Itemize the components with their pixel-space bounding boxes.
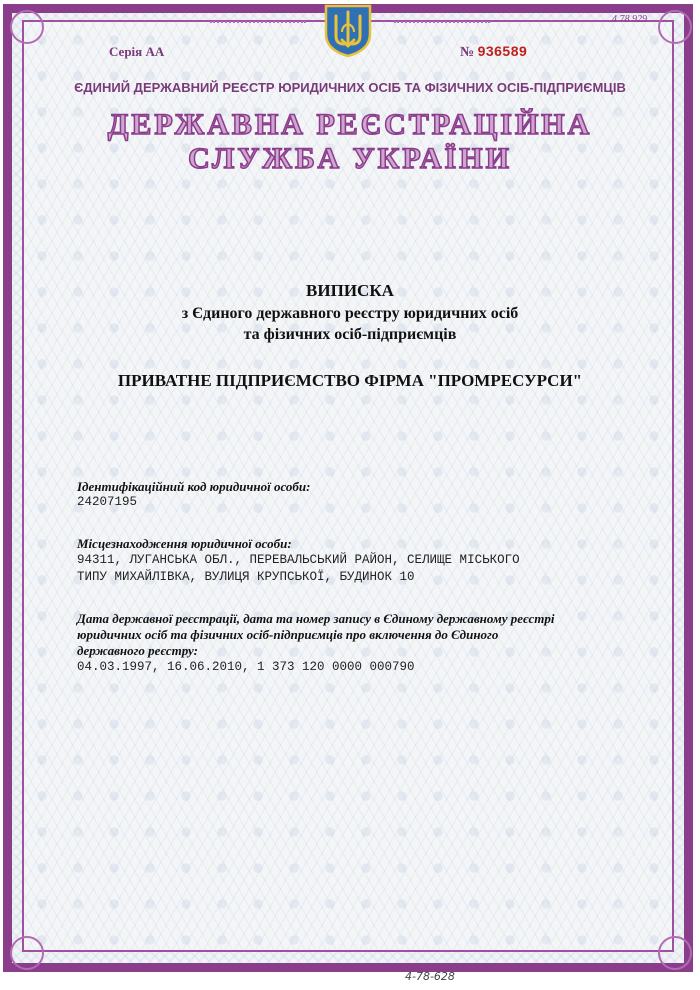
location-label: Місцезнаходження юридичної особи: xyxy=(77,536,292,551)
registration-label-line-3: державного реєстру: xyxy=(77,643,198,658)
corner-ornament-icon xyxy=(658,936,692,970)
series-label: Серія АА xyxy=(109,44,165,59)
registration-label-line-2: юридичних осіб та фізичних осіб-підприємців про включення до Єдиного xyxy=(77,627,499,642)
corner-ornament-icon xyxy=(10,10,44,44)
id-code-label: Ідентифікаційний код юридичної особи: xyxy=(77,479,311,494)
form-code: 4 78 929 xyxy=(612,14,647,25)
serial-number xyxy=(460,43,527,61)
company-name: ПРИВАТНЕ ПІДПРИЄМСТВО ФІРМА "ПРОМРЕСУРСИ" xyxy=(117,371,583,390)
agency-line-2: СЛУЖБА УКРАЇНИ xyxy=(188,142,512,175)
location-value-line-2: ТИПУ МИХАЙЛІВКА, ВУЛИЦЯ КРУПСЬКОЇ, БУДИНОК 10 xyxy=(77,570,415,584)
document-subtitle-line-2: та фізичних осіб-підприємців xyxy=(243,326,457,343)
top-ornament-right xyxy=(394,3,490,23)
registration-value: 04.03.1997, 16.06.2010, 1 373 120 0000 000790 xyxy=(77,660,415,674)
handwritten-note: 4-78-628 xyxy=(405,970,455,983)
agency-name xyxy=(0,108,700,176)
location-value-line-1: 94311, ЛУГАНСЬКА ОБЛ., ПЕРЕВАЛЬСЬКИЙ РАЙОН, СЕЛИЩЕ МІСЬКОГО xyxy=(77,553,520,567)
top-ornament-left xyxy=(210,3,306,23)
number-prefix: № xyxy=(460,45,475,60)
document-subtitle-line-1: з Єдиного державного реєстру юридичних осіб xyxy=(181,305,519,322)
corner-ornament-icon xyxy=(10,936,44,970)
registration-label-line-1: Дата державної реєстрації, дата та номер запису в Єдиному державному реєстрі xyxy=(77,611,555,626)
id-code-value: 24207195 xyxy=(77,495,138,509)
trident-emblem-icon xyxy=(318,2,378,58)
registry-title: ЄДИНИЙ ДЕРЖАВНИЙ РЕЄСТР ЮРИДИЧНИХ ОСІБ ТА ФІЗИЧНИХ ОСІБ-ПІДПРИЄМЦІВ xyxy=(74,80,626,95)
agency-line-1: ДЕРЖАВНА РЕЄСТРАЦІЙНА xyxy=(107,108,593,141)
serial-number-value: 936589 xyxy=(477,43,528,59)
document-title: ВИПИСКА xyxy=(306,281,394,300)
corner-ornament-icon xyxy=(658,10,692,44)
